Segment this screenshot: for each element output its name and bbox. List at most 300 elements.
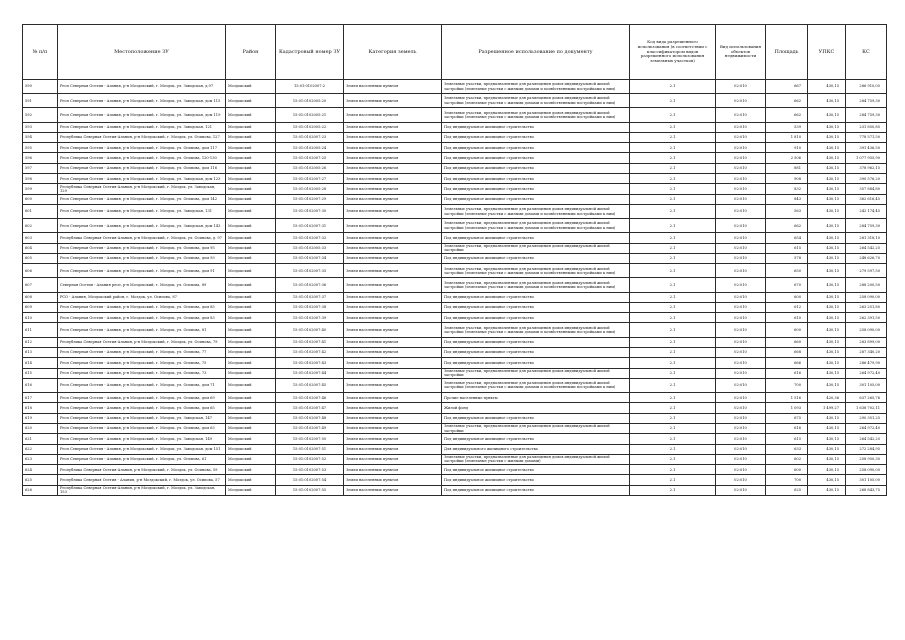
row-area: 616 [766,423,808,433]
row-use-code: 2.1 [630,393,716,403]
row-use-code: 2.1 [630,163,716,173]
row-upks: 430,15 [808,368,846,378]
row-permitted-use: Под индивидуальное жилищное строительство [442,313,630,323]
table-row [23,264,887,278]
row-use-code: 2.1 [630,143,716,153]
row-number: 611 [23,323,58,337]
table-row [23,80,887,94]
row-area: 625 [766,485,808,495]
row-group-code: 02:010 [716,337,766,347]
header-address: Местоположение ЗУ [58,25,226,80]
table-row [23,393,887,403]
row-use-code: 2.1 [630,337,716,347]
row-ks: 637 265,76 [846,393,887,403]
row-address: Респ Северная Осетия - Алания, р-н Моздокский, г. Моздок, ул. Осипова, дом 71 [58,378,226,392]
row-address: Респ Северная Осетия - Алания, р-н Моздокский, г. Моздок, ул. Осипова, дом 63 [58,423,226,433]
row-area: 843 [766,194,808,204]
table-row [23,302,887,312]
row-cadastral-number: 15:01:0102005:33 [276,243,344,253]
row-upks: 430,15 [808,423,846,433]
row-land-category: Земли населенных пунктов [344,292,442,302]
row-district: Моздокский [226,465,276,475]
row-cadastral-number: 15:01:0102007:45 [276,378,344,392]
row-ks: 248 626,70 [846,253,887,263]
row-land-category: Земли населенных пунктов [344,122,442,132]
row-number: 609 [23,302,58,312]
row-ks: 284 759,30 [846,108,887,122]
row-district: Моздокский [226,122,276,132]
row-use-code: 2.1 [630,174,716,184]
row-upks: 430,15 [808,132,846,142]
row-upks: 430,15 [808,219,846,233]
row-address: Республика Северная Осетия-Алания, р-н Моздокский, г. Моздок, ул. Заводская, 153 [58,485,226,495]
table-row [23,163,887,173]
row-use-code: 2.1 [630,465,716,475]
row-use-code: 2.1 [630,378,716,392]
row-group-code: 02:010 [716,313,766,323]
row-address: Респ Северная Осетия - Алания, р-н Моздокский, г. Моздок, ул. Заводская, дом 151 [58,444,226,454]
row-land-category: Земли населенных пунктов [344,413,442,423]
row-cadastral-number: 15:01:0102007:34 [276,253,344,263]
table-row [23,475,887,485]
row-use-code: 2.1 [630,80,716,94]
row-address: Респ Северная Осетия - Алания, р-н Моздокский, г. Моздок, ул. Осипова, дом 117 [58,143,226,153]
row-ks: 301 105,00 [846,475,887,485]
row-district: Моздокский [226,153,276,163]
row-address: Республика Северная Осетия-Алания, р-н Моздокский, г. Моздок, ул. Осипова, 59 [58,465,226,475]
row-cadastral-number: 15:01:0102005:24 [276,143,344,153]
row-upks: 430,15 [808,337,846,347]
row-land-category: Земли населенных пунктов [344,323,442,337]
row-land-category: Земли населенных пунктов [344,475,442,485]
row-address: Респ Северная Осетия - Алания, р-н Моздокский, г. Моздок, ул. Осипова, 120-130 [58,153,226,163]
row-number: 623 [23,454,58,464]
row-upks: 430,15 [808,243,846,253]
row-group-code: 02:010 [716,253,766,263]
row-area: 662 [766,219,808,233]
row-land-category: Земли населенных пунктов [344,278,442,292]
row-cadastral-number: 15:01:0102007:39 [276,313,344,323]
row-land-category: Земли населенных пунктов [344,219,442,233]
row-district: Моздокский [226,485,276,495]
row-area: 654 [766,233,808,243]
row-land-category: Земли населенных пунктов [344,174,442,184]
row-number: 594 [23,132,58,142]
row-address: Республика Северная Осетия-Алания, р-н Моздокский, г. Моздок, ул. Осипова, д. 97 [58,233,226,243]
row-permitted-use: Жилой фонд [442,403,630,413]
row-ks: 264 972,40 [846,423,887,433]
row-land-category: Земли населенных пунктов [344,393,442,403]
row-permitted-use: Под индивидуальное жилищное строительство [442,358,630,368]
row-number: 605 [23,253,58,263]
row-permitted-use: Под индивидуальное жилищное строительство [442,132,630,142]
row-district: Моздокский [226,347,276,357]
row-use-code: 2.1 [630,302,716,312]
row-ks: 284 759,30 [846,219,887,233]
row-district: Моздокский [226,323,276,337]
row-group-code: 02:010 [716,278,766,292]
row-use-code: 2.1 [630,444,716,454]
row-cadastral-number: 15:01:0102007:50 [276,434,344,444]
row-upks: 430,15 [808,358,846,368]
table-row [23,358,887,368]
row-cadastral-number: 15:01:0102007:44 [276,368,344,378]
table-row [23,403,887,413]
row-district: Моздокский [226,80,276,94]
row-address: Респ Северная Осетия - Алания, р-н Моздокский, г. Моздок, ул. Заводская, д.97 [58,80,226,94]
row-number: 619 [23,413,58,423]
header-group-code: Вид использования объектов недвижимости [716,25,766,80]
row-ks: 357 884,80 [846,184,887,194]
row-area: 610 [766,313,808,323]
row-address: Респ Северная Осетия - Алания, р-н Моздокский, г. Моздок, ул. Осипова, дом 65 [58,403,226,413]
row-permitted-use: Под индивидуальное жилищное строительство [442,184,630,194]
row-group-code: 02:010 [716,302,766,312]
row-cadastral-number: 15:01:0102007:53 [276,465,344,475]
row-number: 624 [23,465,58,475]
row-permitted-use: Под индивидуальное жилищное строительство [442,122,630,132]
row-area: 1 093 [766,403,808,413]
row-permitted-use: Под индивидуальное жилищное строительство [442,413,630,423]
row-use-code: 2.1 [630,278,716,292]
row-group-code: 02:010 [716,292,766,302]
table-body [23,80,887,496]
row-number: 604 [23,243,58,253]
row-cadastral-number: 15:01:0102005:28 [276,184,344,194]
row-group-code: 02:010 [716,143,766,153]
row-group-code: 02:010 [716,368,766,378]
row-cadastral-number: 15:01:0102007:42 [276,347,344,357]
row-upks: 430,15 [808,347,846,357]
row-district: Моздокский [226,108,276,122]
row-group-code: 02:010 [716,393,766,403]
table-row [23,313,887,323]
row-group-code: 02:010 [716,485,766,495]
row-ks: 279 597,50 [846,264,887,278]
row-district: Моздокский [226,337,276,347]
table-row [23,292,887,302]
row-ks: 1 077 955,90 [846,153,887,163]
row-address: Респ Северная Осетия - Алания, р-н Моздокский, г. Моздок, ул. Осипова, 61 [58,454,226,464]
row-permitted-use: Земельные участки, предназначенные для размещения домов индивидуальной жилой застройки (земельные участки с жилыми домами и хозяйственными постройками к ним) [442,108,630,122]
table-row [23,454,887,464]
row-group-code: 02:010 [716,475,766,485]
row-number: 607 [23,278,58,292]
row-upks: 430,15 [808,313,846,323]
table-row [23,243,887,253]
row-area: 616 [766,368,808,378]
row-group-code: 02:010 [716,108,766,122]
row-land-category: Земли населенных пунктов [344,358,442,368]
row-area: 539 [766,122,808,132]
row-ks: 778 571,50 [846,132,887,142]
header-district: Район [226,25,276,80]
row-number: 600 [23,194,58,204]
table-row [23,337,887,347]
row-land-category: Земли населенных пунктов [344,465,442,475]
row-ks: 362 616,45 [846,194,887,204]
row-cadastral-number: 15:01:0102007:46 [276,393,344,403]
row-number: 612 [23,337,58,347]
header-upks: УПКС [808,25,846,80]
row-ks: 281 318,10 [846,233,887,243]
row-use-code: 2.1 [630,233,716,243]
row-permitted-use: Под индивидуальное жилищное строительство [442,233,630,243]
row-group-code: 02:010 [716,264,766,278]
row-address: Респ Северная Осетия - Алания, р-н Моздокский, г. Моздок, ул. Осипова, дом 69 [58,393,226,403]
row-address: Республика Северная Осетия - Алания, р-н Моздокский, г. Моздок, ул. Осипова, 57 [58,475,226,485]
row-ks: 263 251,80 [846,302,887,312]
row-use-code: 2.1 [630,194,716,204]
table-row [23,423,887,433]
row-number: 599 [23,184,58,194]
row-address: Респ Северная Осетия - Алания, р-н Моздокский, г. Моздок, ул. Заводская, дом 123 [58,174,226,184]
row-cadastral-number: 15:01:0102007:35 [276,264,344,278]
row-address: Республика Северная Осетия-Алания, р-н Моздокский, г. Моздок, ул. Осипова, 79 [58,337,226,347]
row-permitted-use: Под индивидуальное жилищное строительство [442,143,630,153]
row-upks: 430,15 [808,80,846,94]
row-permitted-use: Под индивидуальное жилищное строительство [442,153,630,163]
row-district: Моздокский [226,278,276,292]
row-number: 592 [23,108,58,122]
table-row [23,444,887,454]
table-row [23,378,887,392]
row-district: Моздокский [226,204,276,218]
row-district: Моздокский [226,143,276,153]
row-land-category: Земли населенных пунктов [344,153,442,163]
row-use-code: 2.1 [630,358,716,368]
row-group-code: 02:010 [716,219,766,233]
row-area: 908 [766,174,808,184]
row-upks: 430,15 [808,122,846,132]
header-use-code: Код вида разрешенного использования (в соответствии с классификатором видов разрешенного использования земельных участков) [630,25,716,80]
row-number: 626 [23,485,58,495]
row-land-category: Земли населенных пунктов [344,94,442,108]
row-area: 563 [766,204,808,218]
row-cadastral-number: 15:01:0102007:23 [276,132,344,142]
row-upks: 430,15 [808,413,846,423]
row-group-code: 02:010 [716,444,766,454]
row-group-code: 02:010 [716,347,766,357]
row-area: 650 [766,264,808,278]
row-number: 598 [23,174,58,184]
row-district: Моздокский [226,132,276,142]
row-cadastral-number: 15:01:0102007:51 [276,444,344,454]
row-address: Респ Северная Осетия - Алания, р-н Моздокский, г. Моздок, ул. Осипова, дом 85 [58,302,226,312]
row-upks: 1 499,27 [808,403,846,413]
row-district: Моздокский [226,368,276,378]
row-ks: 288 200,50 [846,278,887,292]
row-cadastral-number: 15:01:0102007:25 [276,153,344,163]
row-district: Моздокский [226,253,276,263]
row-address: Респ Северная Осетия - Алания, р-н Моздокский, г. Моздок, ул. Осипова, дом 95 [58,243,226,253]
row-number: 616 [23,378,58,392]
row-area: 666 [766,358,808,368]
row-ks: 264 542,25 [846,434,887,444]
table-row [23,132,887,142]
row-permitted-use: Земельные участки, предназначенные для размещения домов индивидуальной жилой застройки (земельные участки с жилыми домами и хозяйственными постройками к ним) [442,278,630,292]
row-address: Республика Северная Осетия-Алания, р-н Моздокский, г. Моздок, ул. Осипова, 127 [58,132,226,142]
row-district: Моздокский [226,194,276,204]
row-district: Моздокский [226,393,276,403]
row-upks: 430,15 [808,292,846,302]
row-use-code: 2.1 [630,94,716,108]
row-district: Моздокский [226,313,276,323]
row-upks: 430,15 [808,253,846,263]
row-area: 881 [766,163,808,173]
header-area: Площадь [766,25,808,80]
row-use-code: 2.1 [630,219,716,233]
row-group-code: 02:010 [716,434,766,444]
row-area: 662 [766,94,808,108]
table-row [23,323,887,337]
table-row [23,347,887,357]
row-district: Моздокский [226,184,276,194]
row-group-code: 02:010 [716,94,766,108]
row-ks: 258 950,30 [846,454,887,464]
row-land-category: Земли населенных пунктов [344,204,442,218]
row-upks: 430,15 [808,323,846,337]
row-group-code: 02:010 [716,194,766,204]
row-use-code: 2.1 [630,264,716,278]
row-use-code: 2.1 [630,132,716,142]
row-permitted-use: Под индивидуальное жилищное строительство [442,465,630,475]
row-address: Респ Северная Осетия - Алания, р-н Моздокский, г. Моздок, ул. Осипова, 77 [58,347,226,357]
row-group-code: 02:010 [716,132,766,142]
row-upks: 430,15 [808,485,846,495]
land-plots-table [22,24,887,496]
row-use-code: 2.1 [630,122,716,132]
row-use-code: 2.1 [630,423,716,433]
row-cadastral-number: 15:01:0102005:21 [276,108,344,122]
row-district: Моздокский [226,454,276,464]
row-group-code: 02:010 [716,163,766,173]
row-permitted-use: Земельные участки, предназначенные для размещения домов индивидуальной жилой застройки (земельные участки с жилыми домами и хозяйственными постройками к ним) [442,219,630,233]
row-address: Республика Северная Осетия-Алания, р-н Моздокский, г. Моздок, ул. Заводская, 129 [58,184,226,194]
row-upks: 430,15 [808,434,846,444]
row-use-code: 2.1 [630,454,716,464]
row-group-code: 02:010 [716,80,766,94]
row-upks: 430,15 [808,278,846,292]
row-use-code: 2.1 [630,243,716,253]
row-ks: 391 436,50 [846,143,887,153]
row-number: 613 [23,347,58,357]
row-district: Моздокский [226,423,276,433]
row-land-category: Земли населенных пунктов [344,132,442,142]
row-address: Северная Осетия - Алания респ, р-н Моздокский, г. Моздок, ул. Осипова, 89 [58,278,226,292]
table-row [23,194,887,204]
row-upks: 430,15 [808,454,846,464]
row-address: Респ Северная Осетия - Алания, р-н Моздокский, г. Моздок, ул. Осипова, дом 83 [58,313,226,323]
row-upks: 430,15 [808,475,846,485]
header-num: № п/п [23,25,58,80]
row-use-code: 2.1 [630,434,716,444]
row-land-category: Земли населенных пунктов [344,378,442,392]
row-district: Моздокский [226,475,276,485]
row-cadastral-number: 15:01:0102007:31 [276,219,344,233]
row-upks: 430,15 [808,163,846,173]
row-permitted-use: Земельные участки, предназначенные для размещения домов индивидуальной жилой застройки (земельные участки с жилыми домами и хозяйственными постройками к ним) [442,323,630,337]
row-upks: 430,15 [808,302,846,312]
row-number: 597 [23,163,58,173]
row-group-code: 02:010 [716,243,766,253]
row-land-category: Земли населенных пунктов [344,313,442,323]
row-district: Моздокский [226,444,276,454]
row-use-code: 2.1 [630,323,716,337]
row-cadastral-number: 15:01:0102007:37 [276,292,344,302]
row-ks: 287 340,20 [846,347,887,357]
row-number: 625 [23,475,58,485]
row-land-category: Земли населенных пунктов [344,368,442,378]
row-land-category: Земли населенных пунктов [344,423,442,433]
table-header-row [23,25,887,80]
row-number: 617 [23,393,58,403]
row-group-code: 02:010 [716,204,766,218]
row-address: Респ Северная Осетия - Алания, р-н Моздокский, г. Моздок, ул. Осипова, 81 [58,323,226,337]
row-number: 622 [23,444,58,454]
row-cadastral-number: 15:01:0102007:49 [276,423,344,433]
row-area: 668 [766,347,808,357]
table-row [23,278,887,292]
row-ks: 268 843,75 [846,485,887,495]
table-row [23,122,887,132]
row-number: 595 [23,143,58,153]
row-group-code: 02:010 [716,413,766,423]
row-district: Моздокский [226,403,276,413]
row-cadastral-number: 15:01:0102007:36 [276,278,344,292]
table-row [23,204,887,218]
row-cadastral-number: 15:01:0102005:26 [276,163,344,173]
row-use-code: 2.1 [630,253,716,263]
row-land-category: Земли населенных пунктов [344,264,442,278]
row-permitted-use: Под индивидуальное жилищное строительство [442,194,630,204]
row-use-code: 2.1 [630,485,716,495]
row-permitted-use: Земельные участки, предназначенные для размещения домов индивидуальной жилой застройки [442,368,630,378]
row-cadastral-number: 15:01:0102007:38 [276,302,344,312]
row-land-category: Земли населенных пунктов [344,143,442,153]
row-cadastral-number: 15:01:0102007:47 [276,403,344,413]
row-permitted-use: Под индивидуальное жилищное строительство [442,475,630,485]
row-land-category: Земли населенных пунктов [344,337,442,347]
row-permitted-use: Земельные участки, предназначенные для размещения домов индивидуальной жилой застройки (земельные участки с жилыми домами и хозяйственными постройками к ним) [442,94,630,108]
row-number: 590 [23,80,58,94]
row-cadastral-number: 15:01:0102007:40 [276,323,344,337]
row-permitted-use: Под индивидуальное жилищное строительство [442,253,630,263]
row-group-code: 02:010 [716,423,766,433]
row-land-category: Земли населенных пунктов [344,485,442,495]
row-address: Респ Северная Осетия - Алания, р-н Моздокский, г. Моздок, ул. Осипова, 73 [58,368,226,378]
row-permitted-use: Земельные участки, предназначенные для размещения домов индивидуальной жилой застройки (земельные участки с жилыми домами и хозяйственными постройками к ним) [442,378,630,392]
table-row [23,153,887,163]
row-use-code: 2.1 [630,292,716,302]
row-group-code: 02:010 [716,465,766,475]
row-permitted-use: Под индивидуальное жилищное строительство [442,347,630,357]
row-number: 593 [23,122,58,132]
row-number: 621 [23,434,58,444]
row-permitted-use: Под индивидуальное жилищное строительство [442,434,630,444]
table-row [23,94,887,108]
row-area: 1 516 [766,393,808,403]
row-area: 615 [766,434,808,444]
row-land-category: Земли населенных пунктов [344,347,442,357]
table-row [23,368,887,378]
row-ks: 258 090,00 [846,465,887,475]
row-ks: 301 105,00 [846,378,887,392]
row-cadastral-number: 15:01:0102007:48 [276,413,344,423]
row-ks: 286 479,90 [846,358,887,368]
row-area: 700 [766,475,808,485]
row-group-code: 02:010 [716,184,766,194]
